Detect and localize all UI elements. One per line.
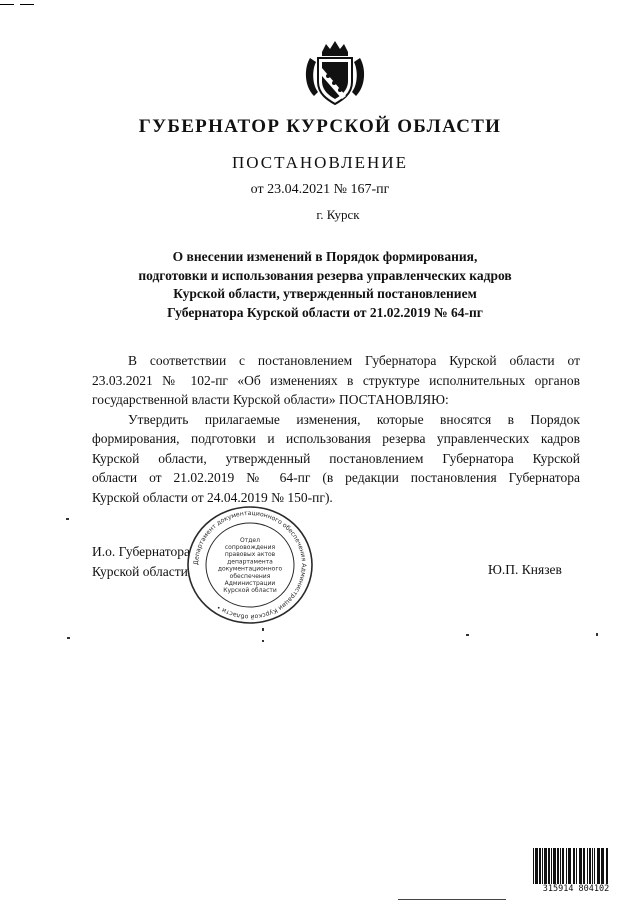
body-line: формирования, подготовки и использования резерва управленческих кадров xyxy=(92,431,580,446)
body-line: Утвердить прилагаемые изменения, которые вносятся в Порядок xyxy=(128,411,580,427)
signatory-name: Ю.П. Князев xyxy=(488,562,562,577)
svg-text:Курской области: Курской области xyxy=(223,587,277,595)
subject-line: Губернатора Курской области от 21.02.2019 № 64-пг xyxy=(167,304,483,320)
body-line: В соответствии с постановлением Губернатора Курской области от xyxy=(128,353,580,368)
svg-text:сопровождения: сопровождения xyxy=(224,544,276,551)
scan-mark xyxy=(66,518,69,520)
svg-text:Департамент документационного: Департамент документационного обеспечения Администрации Курской области • xyxy=(192,509,308,621)
svg-text:Администрации: Администрации xyxy=(224,580,276,587)
scan-edge-mark xyxy=(398,899,506,900)
document-type: ПОСТАНОВЛЕНИЕ xyxy=(231,153,408,172)
body-line: области от 21.02.2019 № 64-пг (в редакции постановления Губернатора xyxy=(92,470,580,485)
svg-text:Отдел: Отдел xyxy=(240,536,260,544)
barcode-number: 315914 804102 xyxy=(530,884,622,894)
paragraph-basis xyxy=(92,351,580,410)
document-subject xyxy=(90,248,560,322)
paragraph-resolution xyxy=(92,410,580,508)
scan-mark xyxy=(262,640,264,642)
scan-mark xyxy=(67,637,70,639)
scan-edge-mark xyxy=(0,4,14,5)
body-line: 23.03.2021 № 102-пг «Об изменениях в структуре исполнительных органов xyxy=(92,372,580,388)
signatory-position xyxy=(92,542,190,581)
scan-mark xyxy=(262,628,264,631)
document-body xyxy=(92,351,580,507)
position-line: Курской области xyxy=(92,563,188,579)
svg-text:обеспечения: обеспечения xyxy=(229,572,271,580)
subject-line: подготовки и использования резерва управленческих кадров xyxy=(138,267,512,283)
scan-mark xyxy=(596,633,598,636)
body-line: Курской области, утвержденный постановлением Губернатора Курской xyxy=(92,450,580,466)
city: г. Курск xyxy=(316,207,360,222)
issuer-title: ГУБЕРНАТОР КУРСКОЙ ОБЛАСТИ xyxy=(138,116,502,137)
scan-mark xyxy=(466,634,469,636)
svg-text:правовых актов: правовых актов xyxy=(224,551,276,559)
date-and-number: от 23.04.2021 № 167-пг xyxy=(250,182,390,197)
coat-of-arms-icon xyxy=(300,38,370,108)
official-stamp xyxy=(180,505,320,625)
scan-edge-mark xyxy=(20,4,34,5)
svg-text:документационного: документационного xyxy=(217,565,283,573)
position-line: И.о. Губернатора xyxy=(92,544,191,559)
body-line: Курской области от 24.04.2019 № 150-пг). xyxy=(92,489,333,505)
body-line: государственной власти Курской области» ПОСТАНОВЛЯЮ: xyxy=(92,392,449,407)
svg-text:департамента: департамента xyxy=(227,558,273,566)
subject-line: О внесении изменений в Порядок формирования, xyxy=(172,249,478,264)
subject-line: Курской области, утвержденный постановлением xyxy=(173,286,477,301)
